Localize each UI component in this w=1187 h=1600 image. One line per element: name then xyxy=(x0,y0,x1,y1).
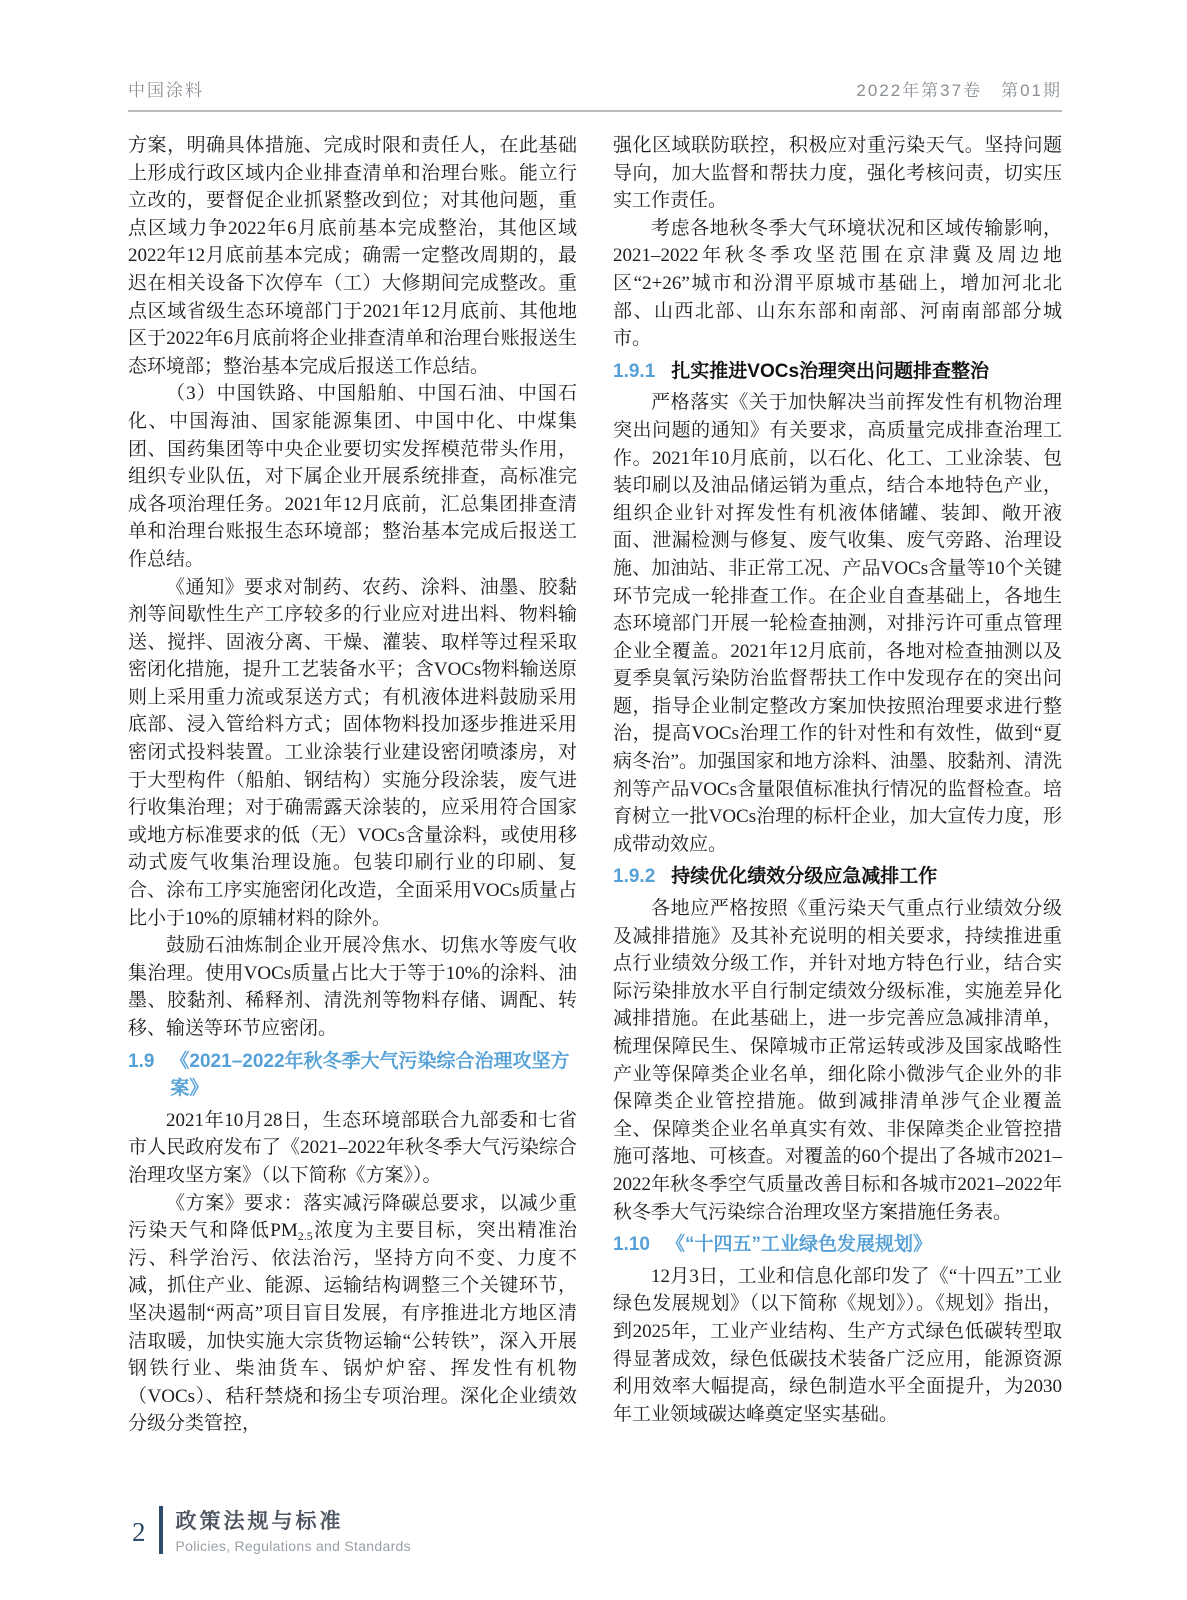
paragraph: 严格落实《关于加快解决当前挥发性有机物治理突出问题的通知》有关要求，高质量完成排查治理工作。2021年10月底前，以石化、化工、工业涂装、包装印刷以及油品储运销为重点，结合本地特色产业，组织企业针对挥发性有机液体储罐、装卸、敞开液面、泄漏检测与修复、废气收集、废气旁路、治理设施、加油站、非正常工况、产品VOCs含量等10个关键环节完成一轮排查工作。在企业自查基础上，各地生态环境部门开展一轮检查抽测，对排污许可重点管理企业全覆盖。2021年12月底前，各地对检查抽测以及夏季臭氧污染防治监督帮扶工作中发现存在的突出问题，指导企业制定整改方案加快按照治理要求进行整治，提高VOCs治理工作的针对性和有效性，做到“夏病冬治”。加强国家和地方涂料、油墨、胶黏剂、清洗剂等产品VOCs含量限值标准执行情况的监督检查。培育树立一批VOCs治理的标杆企业，加大宣传力度，形成带动效应。 xyxy=(613,392,1062,855)
journal-name: 中国涂料 xyxy=(128,81,204,100)
paragraph: 2021年10月28日，生态环境部联合九部委和七省市人民政府发布了《2021–2022年秋冬季大气污染综合治理攻坚方案》（以下简称《方案》）。 xyxy=(128,1109,577,1186)
section-heading-1-9-2 xyxy=(613,863,1062,891)
footer-section-title-cn: 政策法规与标准 xyxy=(175,1510,344,1533)
footer-divider xyxy=(159,1506,163,1554)
paragraph: 鼓励石油炼制企业开展冷焦水、切焦水等废气收集治理。使用VOCs质量占比大于等于10%的涂料、油墨、胶黏剂、稀释剂、清洗剂等物料存储、调配、转移、输送等环节应密闭。 xyxy=(128,935,577,1039)
paragraph: 强化区域联防联控，积极应对重污染天气。坚持问题导向，加大监督和帮扶力度，强化考核问责，切实压实工作责任。 xyxy=(613,135,1062,212)
section-heading-1-9-1 xyxy=(613,358,1062,386)
two-column-body xyxy=(128,132,1062,1438)
section-title: 持续优化绩效分级应急减排工作 xyxy=(671,866,938,888)
issue-info: 2022年第37卷 第01期 xyxy=(856,81,1062,100)
paragraph: 12月3日，工业和信息化部印发了《“十四五”工业绿色发展规划》（以下简称《规划》）。《规划》指出，到2025年，工业产业结构、生产方式绿色低碳转型取得显著成效，绿色低碳技术装备广泛应用，能源资源利用效率大幅提高，绿色制造水平全面提升，为2030年工业领域碳达峰奠定坚实基础。 xyxy=(613,1265,1062,1425)
paragraph: （3）中国铁路、中国船舶、中国石油、中国石化、中国海油、国家能源集团、中国中化、中煤集团、国药集团等中央企业要切实发挥模范带头作用，组织专业队伍，对下属企业开展系统排查，高标准完成各项治理任务。2021年12月底前，汇总集团排查清单和治理台账报生态环境部；整治基本完成后报送工作总结。 xyxy=(128,383,577,570)
paragraph: 各地应严格按照《重污染天气重点行业绩效分级及减排措施》及其补充说明的相关要求，持续推进重点行业绩效分级工作，并针对地方特色行业，结合实际污染排放水平自行制定绩效分级标准，实施差异化减排措施。在此基础上，进一步完善应急减排清单，梳理保障民生、保障城市正常运转或涉及国家战略性产业等保障类企业名单，细化除小微涉气企业外的非保障类企业管控措施。做到减排清单涉气企业覆盖全、保障类企业名单真实有效、非保障类企业管控措施可落地、可核查。对覆盖的60个提出了各城市2021–2022年秋冬季空气质量改善目标和各城市2021–2022年秋冬季大气污染综合治理攻坚方案措施任务表。 xyxy=(613,898,1062,1223)
paragraph-text: 《方案》要求：落实减污降碳总要求，以减少重污染天气和降低PM xyxy=(128,1192,577,1242)
paragraph: 考虑各地秋冬季大气环境状况和区域传输影响，2021–2022年秋冬季攻坚范围在京津冀及周边地区“2+26”城市和汾渭平原城市基础上，增加河北北部、山西北部、山东东部和南部、河南南部部分城市。 xyxy=(613,217,1062,350)
section-number: 1.9.2 xyxy=(613,866,656,888)
section-title: 《2021–2022年秋冬季大气污染综合治理攻坚方案》 xyxy=(170,1050,570,1100)
page-header xyxy=(128,76,1062,112)
page-number: 2 xyxy=(132,1517,146,1547)
paragraph xyxy=(128,1190,577,1438)
footer-section xyxy=(176,1505,411,1554)
paragraph: 方案，明确具体措施、完成时限和责任人，在此基础上形成行政区域内企业排查清单和治理台账。能立行立改的，要督促企业抓紧整改到位；对其他问题，重点区域力争2022年6月底前基本完成整治，其他区域2022年12月底前基本完成；确需一定整改周期的，最迟在相关设备下次停车（工）大修期间完成整改。重点区域省级生态环境部门于2021年12月底前、其他地区于2022年6月底前将企业排查清单和治理台账报送生态环境部；整治基本完成后报送工作总结。 xyxy=(128,135,577,377)
right-column xyxy=(613,132,1062,1438)
left-column xyxy=(128,132,577,1438)
section-number: 1.9.1 xyxy=(613,360,656,382)
pm25-subscript: 2.5 xyxy=(297,1229,313,1244)
section-title: 扎实推进VOCs治理突出问题排查整治 xyxy=(671,360,990,382)
section-number: 1.9 xyxy=(128,1050,155,1072)
section-heading-1-10 xyxy=(613,1231,1062,1259)
page-footer xyxy=(132,1505,411,1554)
paragraph-text: 浓度为主要目标，突出精准治污、科学治污、依法治污，坚持方向不变、力度不减，抓住产业、能源、运输结构调整三个关键环节，坚决遏制“两高”项目盲目发展，有序推进北方地区清洁取暖，加快实施大宗货物运输“公转铁”，深入开展钢铁行业、柴油货车、锅炉炉窑、挥发性有机物（VOCs）、秸秆禁烧和扬尘专项治理。深化企业绩效分级分类管控， xyxy=(128,1220,577,1435)
section-heading-1-9 xyxy=(128,1048,577,1103)
section-title: 《“十四五”工业绿色发展规划》 xyxy=(665,1234,932,1256)
footer-section-title-en: Policies, Regulations and Standards xyxy=(175,1538,411,1554)
section-number: 1.10 xyxy=(613,1234,650,1256)
paragraph: 《通知》要求对制药、农药、涂料、油墨、胶黏剂等间歇性生产工序较多的行业应对进出料、物料输送、搅拌、固液分离、干燥、灌装、取样等过程采取密闭化措施，提升工艺装备水平；含VOCs物料输送原则上采用重力流或泵送方式；有机液体进料鼓励采用底部、浸入管给料方式；固体物料投加逐步推进采用密闭式投料装置。工业涂装行业建设密闭喷漆房，对于大型构件（船舶、钢结构）实施分段涂装，废气进行收集治理；对于确需露天涂装的，应采用符合国家或地方标准要求的低（无）VOCs含量涂料，或使用移动式废气收集治理设施。包装印刷行业的印刷、复合、涂布工序实施密闭化改造，全面采用VOCs质量占比小于10%的原辅材料的除外。 xyxy=(128,576,577,929)
